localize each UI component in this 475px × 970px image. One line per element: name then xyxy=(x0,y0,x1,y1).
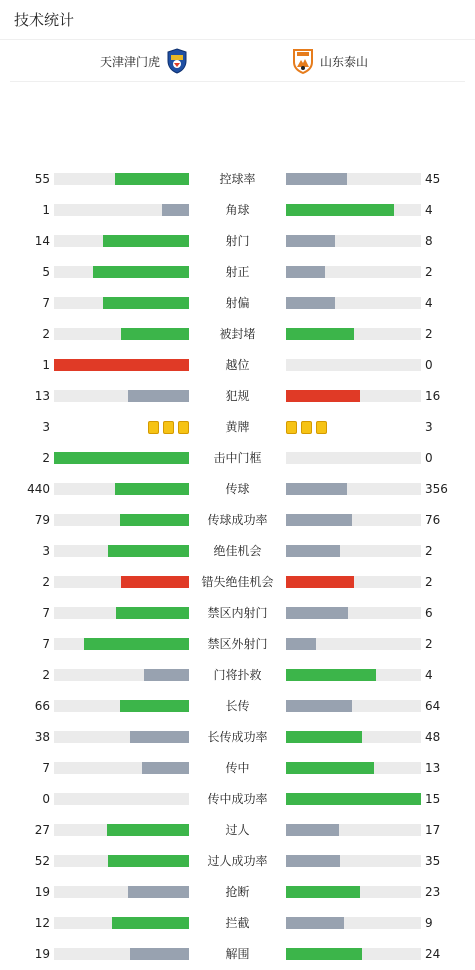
away-bar-track xyxy=(286,824,421,836)
home-bar-fill xyxy=(120,700,189,712)
home-bar-fill xyxy=(128,886,189,898)
away-value: 45 xyxy=(425,172,441,186)
stat-row xyxy=(0,319,475,350)
yellow-card-icon xyxy=(148,421,159,434)
away-bar-track xyxy=(286,483,421,495)
home-value: 7 xyxy=(42,637,50,651)
away-value: 24 xyxy=(425,947,441,961)
away-bar-track xyxy=(286,514,421,526)
away-value: 0 xyxy=(425,358,433,372)
away-bar-track xyxy=(286,607,421,619)
stat-label: 射正 xyxy=(225,265,250,279)
stat-row xyxy=(0,629,475,660)
yellow-card-icon xyxy=(301,421,312,434)
home-value: 5 xyxy=(42,265,50,279)
home-bar-track xyxy=(54,824,189,836)
stat-row xyxy=(0,412,475,443)
home-bar-track xyxy=(54,607,189,619)
stat-label: 角球 xyxy=(225,203,250,217)
away-bar-fill xyxy=(286,824,339,836)
stat-row xyxy=(0,350,475,381)
away-bar-fill xyxy=(286,886,360,898)
away-bar-fill xyxy=(286,235,335,247)
stat-row xyxy=(0,195,475,226)
home-bar-track xyxy=(54,266,189,278)
home-bar-track xyxy=(54,235,189,247)
home-value: 2 xyxy=(42,575,50,589)
stat-row xyxy=(0,877,475,908)
away-bar-fill xyxy=(286,297,335,309)
away-team[interactable] xyxy=(292,40,368,82)
home-bar-fill xyxy=(120,514,189,526)
home-bar-fill xyxy=(54,359,189,371)
home-value: 7 xyxy=(42,296,50,310)
home-bar-track xyxy=(54,173,189,185)
stat-label: 绝佳机会 xyxy=(213,544,262,558)
away-value: 0 xyxy=(425,451,433,465)
away-bar-fill xyxy=(286,173,347,185)
away-bar-track xyxy=(286,731,421,743)
stat-row xyxy=(0,784,475,815)
home-bar-track xyxy=(54,297,189,309)
away-value: 6 xyxy=(425,606,433,620)
away-bar-track xyxy=(286,452,421,464)
away-bar-fill xyxy=(286,328,354,340)
away-bar-fill xyxy=(286,762,374,774)
home-value: 7 xyxy=(42,761,50,775)
home-value: 55 xyxy=(34,172,50,186)
stat-row xyxy=(0,691,475,722)
home-value: 2 xyxy=(42,327,50,341)
away-bar-fill xyxy=(286,638,316,650)
stat-label: 过人成功率 xyxy=(207,854,268,868)
stat-label: 门将扑救 xyxy=(213,668,262,682)
home-bar-fill xyxy=(142,762,189,774)
away-bar-track xyxy=(286,390,421,402)
home-bar-track xyxy=(54,452,189,464)
away-bar-fill xyxy=(286,483,347,495)
away-bar-track xyxy=(286,793,421,805)
away-value: 35 xyxy=(425,854,441,868)
stat-label: 射偏 xyxy=(225,296,250,310)
home-team[interactable] xyxy=(100,40,188,82)
home-bar-fill xyxy=(121,576,189,588)
away-bar-track xyxy=(286,948,421,960)
yellow-card-icon xyxy=(163,421,174,434)
stat-label: 传中成功率 xyxy=(207,792,268,806)
away-bar-track xyxy=(286,328,421,340)
away-value: 4 xyxy=(425,296,433,310)
home-bar-fill xyxy=(144,669,189,681)
home-value: 3 xyxy=(42,420,50,434)
stat-label: 越位 xyxy=(225,358,250,372)
away-yellow-cards xyxy=(286,421,327,434)
away-bar-fill xyxy=(286,793,421,805)
stat-row xyxy=(0,536,475,567)
home-value: 2 xyxy=(42,451,50,465)
home-bar-fill xyxy=(103,235,189,247)
home-bar-fill xyxy=(115,173,189,185)
home-value: 52 xyxy=(34,854,50,868)
stat-row xyxy=(0,598,475,629)
away-bar-fill xyxy=(286,266,325,278)
away-bar-track xyxy=(286,917,421,929)
stat-row xyxy=(0,226,475,257)
team-header xyxy=(10,40,465,82)
home-value: 66 xyxy=(34,699,50,713)
stat-label: 长传成功率 xyxy=(207,730,268,744)
home-bar-fill xyxy=(108,855,189,867)
home-bar-fill xyxy=(130,731,189,743)
stat-row xyxy=(0,846,475,877)
stat-row xyxy=(0,660,475,691)
stat-label: 犯规 xyxy=(225,389,250,403)
home-value: 38 xyxy=(34,730,50,744)
home-bar-fill xyxy=(93,266,189,278)
home-value: 1 xyxy=(42,203,50,217)
home-bar-track xyxy=(54,328,189,340)
yellow-card-icon xyxy=(178,421,189,434)
home-bar-track xyxy=(54,483,189,495)
home-bar-track xyxy=(54,886,189,898)
stat-label: 解围 xyxy=(225,947,250,961)
away-value: 8 xyxy=(425,234,433,248)
home-bar-track xyxy=(54,917,189,929)
home-bar-track xyxy=(54,762,189,774)
stat-row xyxy=(0,505,475,536)
away-bar-track xyxy=(286,266,421,278)
home-bar-fill xyxy=(103,297,189,309)
away-team-name: 山东泰山 xyxy=(320,54,369,69)
away-bar-track xyxy=(286,855,421,867)
away-bar-track xyxy=(286,669,421,681)
away-value: 64 xyxy=(425,699,441,713)
stat-label: 抢断 xyxy=(225,885,250,899)
away-bar-track xyxy=(286,576,421,588)
home-bar-track xyxy=(54,793,189,805)
stat-label: 长传 xyxy=(225,699,250,713)
home-yellow-cards xyxy=(148,421,189,434)
away-bar-track xyxy=(286,700,421,712)
stat-row xyxy=(0,815,475,846)
home-bar-track xyxy=(54,204,189,216)
page-header xyxy=(0,0,475,40)
stat-label: 击中门框 xyxy=(213,451,262,465)
stat-row xyxy=(0,288,475,319)
yellow-card-icon xyxy=(316,421,327,434)
away-value: 23 xyxy=(425,885,441,899)
away-value: 13 xyxy=(425,761,441,775)
away-bar-track xyxy=(286,235,421,247)
tianjin-tiger-crest-icon xyxy=(166,48,188,74)
home-value: 3 xyxy=(42,544,50,558)
away-value: 48 xyxy=(425,730,441,744)
away-value: 16 xyxy=(425,389,441,403)
home-value: 2 xyxy=(42,668,50,682)
away-bar-fill xyxy=(286,204,394,216)
stat-label: 黄牌 xyxy=(225,420,250,434)
home-bar-fill xyxy=(116,607,189,619)
stat-row xyxy=(0,257,475,288)
home-bar-track xyxy=(54,700,189,712)
home-bar-track xyxy=(54,948,189,960)
away-value: 3 xyxy=(425,420,433,434)
away-bar-fill xyxy=(286,669,376,681)
away-value: 76 xyxy=(425,513,441,527)
away-value: 4 xyxy=(425,668,433,682)
home-bar-track xyxy=(54,545,189,557)
home-bar-fill xyxy=(84,638,189,650)
home-bar-track xyxy=(54,669,189,681)
away-bar-fill xyxy=(286,514,352,526)
away-bar-fill xyxy=(286,545,340,557)
home-team-name: 天津津门虎 xyxy=(99,54,160,69)
away-bar-track xyxy=(286,297,421,309)
away-bar-track xyxy=(286,545,421,557)
home-bar-fill xyxy=(107,824,189,836)
stat-label: 传球成功率 xyxy=(207,513,268,527)
stat-label: 传球 xyxy=(225,482,250,496)
away-bar-track xyxy=(286,886,421,898)
away-value: 356 xyxy=(425,482,448,496)
home-value: 1 xyxy=(42,358,50,372)
stat-label: 控球率 xyxy=(219,172,256,186)
away-value: 2 xyxy=(425,637,433,651)
stat-row xyxy=(0,753,475,784)
away-value: 2 xyxy=(425,544,433,558)
home-bar-fill xyxy=(130,948,189,960)
away-bar-fill xyxy=(286,855,340,867)
home-bar-fill xyxy=(128,390,189,402)
home-bar-track xyxy=(54,731,189,743)
home-value: 19 xyxy=(34,947,50,961)
stat-row xyxy=(0,939,475,970)
stat-label: 射门 xyxy=(225,234,250,248)
stat-label: 禁区外射门 xyxy=(207,637,268,651)
home-bar-track xyxy=(54,855,189,867)
stat-row xyxy=(0,567,475,598)
away-value: 9 xyxy=(425,916,433,930)
home-bar-fill xyxy=(162,204,189,216)
home-value: 0 xyxy=(42,792,50,806)
stat-label: 传中 xyxy=(225,761,250,775)
home-bar-track xyxy=(54,638,189,650)
stat-label: 拦截 xyxy=(225,916,250,930)
home-bar-track xyxy=(54,359,189,371)
home-value: 13 xyxy=(34,389,50,403)
away-value: 17 xyxy=(425,823,441,837)
stat-row xyxy=(0,474,475,505)
away-bar-fill xyxy=(286,576,354,588)
away-bar-fill xyxy=(286,607,348,619)
home-value: 27 xyxy=(34,823,50,837)
stat-label: 错失绝佳机会 xyxy=(201,575,274,589)
shandong-taishan-crest-icon xyxy=(292,48,314,74)
home-bar-track xyxy=(54,514,189,526)
home-value: 19 xyxy=(34,885,50,899)
stat-label: 禁区内射门 xyxy=(207,606,268,620)
stat-row xyxy=(0,381,475,412)
away-value: 15 xyxy=(425,792,441,806)
away-value: 2 xyxy=(425,327,433,341)
away-bar-fill xyxy=(286,390,360,402)
stat-row xyxy=(0,722,475,753)
yellow-card-icon xyxy=(286,421,297,434)
home-bar-fill xyxy=(112,917,189,929)
away-bar-fill xyxy=(286,917,344,929)
home-value: 12 xyxy=(34,916,50,930)
stat-label: 被封堵 xyxy=(219,327,256,341)
away-bar-fill xyxy=(286,700,352,712)
home-value: 7 xyxy=(42,606,50,620)
home-value: 440 xyxy=(27,482,50,496)
away-value: 4 xyxy=(425,203,433,217)
away-bar-track xyxy=(286,359,421,371)
home-value: 79 xyxy=(34,513,50,527)
home-bar-track xyxy=(54,576,189,588)
away-bar-fill xyxy=(286,948,362,960)
away-bar-fill xyxy=(286,731,362,743)
away-value: 2 xyxy=(425,265,433,279)
away-value: 2 xyxy=(425,575,433,589)
home-value: 14 xyxy=(34,234,50,248)
away-bar-track xyxy=(286,762,421,774)
away-bar-track xyxy=(286,204,421,216)
home-bar-fill xyxy=(54,452,189,464)
away-bar-track xyxy=(286,638,421,650)
stat-label: 过人 xyxy=(225,823,250,837)
page-title: 技术统计 xyxy=(14,11,75,29)
home-bar-fill xyxy=(108,545,189,557)
away-bar-track xyxy=(286,173,421,185)
stat-row xyxy=(0,164,475,195)
stat-row xyxy=(0,443,475,474)
home-bar-track xyxy=(54,390,189,402)
home-bar-fill xyxy=(121,328,189,340)
stat-row xyxy=(0,908,475,939)
home-bar-fill xyxy=(115,483,189,495)
